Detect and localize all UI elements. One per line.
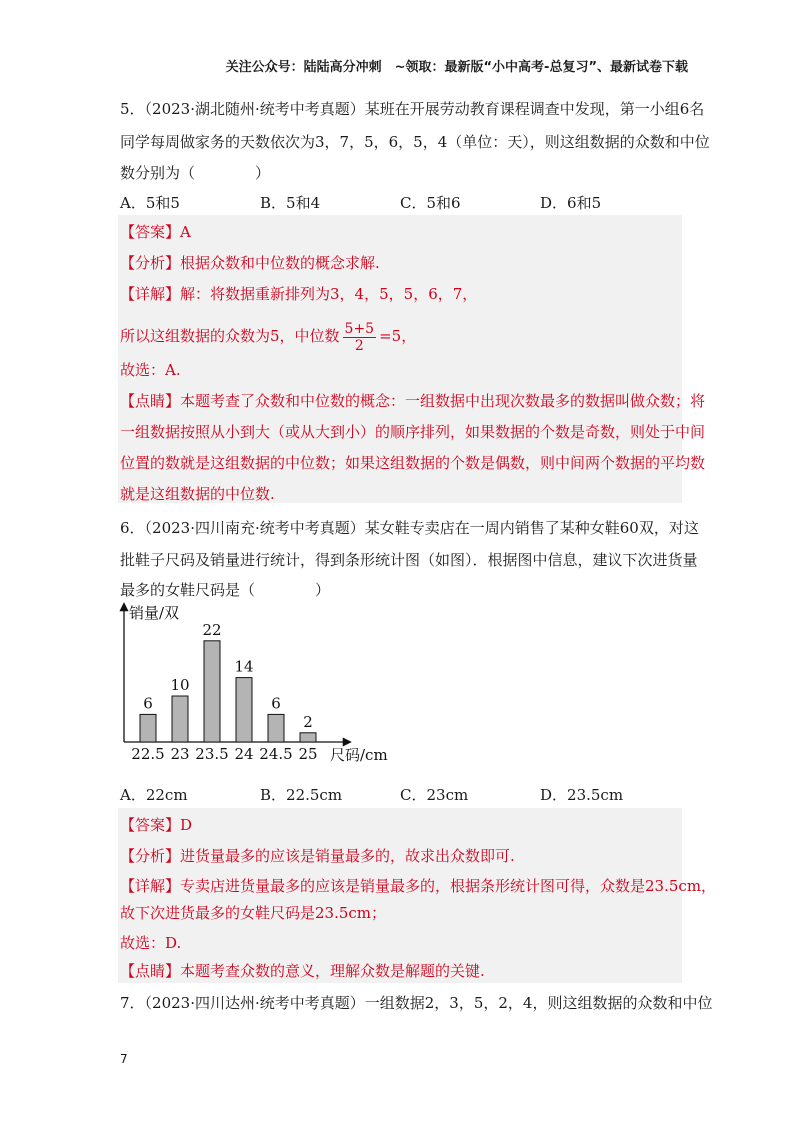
q5-detail-tag: 【详解】 <box>120 285 181 303</box>
q5-option-b: B．5和4 <box>260 194 321 212</box>
q6-choice: 故选：D. <box>120 934 182 952</box>
bar-value-label: 14 <box>234 657 254 676</box>
q5-answer <box>120 222 191 242</box>
q5-line-1: 5．（2023·湖北随州·统考中考真题）某班在开展劳动教育课程调查中发现，第一小组6名 <box>120 100 705 118</box>
q5-line-2: 同学每周做家务的天数依次为3，7，5，6，5，4（单位：天），则这组数据的众数和中位 <box>120 133 710 151</box>
x-tick-label: 23.5 <box>195 745 229 763</box>
q5-analysis-text: 根据众数和中位数的概念求解. <box>180 254 380 272</box>
q5-comment-line-2: 一组数据按照从小到大（或从大到小）的顺序排列，如果数据的个数是奇数，则处于中间 <box>120 423 706 441</box>
q6-detail-line-2: 故下次进货最多的女鞋尺码是23.5cm； <box>120 904 387 922</box>
bar-25 <box>300 733 316 742</box>
bar-23 <box>172 696 188 742</box>
q6-option-d: D．23.5cm <box>540 786 624 804</box>
q6-answer-value: D <box>180 816 193 834</box>
q5-options <box>120 193 680 213</box>
q5-comment-tag: 【点睛】 <box>120 392 181 410</box>
q5-solution-box <box>118 215 706 503</box>
q6-detail-tag: 【详解】 <box>120 877 181 895</box>
q5-comment-line-4: 就是这组数据的中位数. <box>120 485 275 503</box>
q6-answer-tag: 【答案】 <box>120 816 181 834</box>
x-tick-label: 24.5 <box>259 745 293 763</box>
q5-comment-line-3: 位置的数就是这组数据的中位数；如果这组数据的个数是偶数，则中间两个数据的平均数 <box>120 454 706 472</box>
q6-line-1: 6．（2023·四川南充·统考中考真题）某女鞋专卖店在一周内销售了某种女鞋60双，对这 <box>120 519 699 537</box>
bar-value-label: 10 <box>170 676 190 694</box>
q5-fraction-numerator: 5+5 <box>344 320 375 337</box>
shoe-size-bar-chart <box>112 598 402 770</box>
q5-detail <box>120 284 477 304</box>
q6-comment-tag: 【点睛】 <box>120 962 181 980</box>
q6-analysis-text: 进货量最多的应该是销量最多的，故求出众数即可. <box>180 847 515 865</box>
q5-detail-line-2 <box>120 318 416 354</box>
q5-option-c: C．5和6 <box>400 194 461 212</box>
y-axis-label: 销量/双 <box>129 604 180 622</box>
bar-24.5 <box>268 714 284 742</box>
q6-line-2: 批鞋子尺码及销量进行统计，得到条形统计图（如图）．根据图中信息，建议下次进货量 <box>120 551 698 569</box>
bar-value-label: 22 <box>202 620 222 639</box>
x-tick-label: 23 <box>170 745 190 763</box>
q7-line-1: 7．（2023·四川达州·统考中考真题）一组数据2，3，5，2，4，则这组数据的众数和中位 <box>120 994 713 1012</box>
q6-option-c: C．23cm <box>400 786 469 804</box>
q5-fraction-denominator: 2 <box>354 337 364 354</box>
bar-value-label: 2 <box>303 712 313 731</box>
q5-comment-line-1 <box>120 391 705 411</box>
q5-analysis <box>120 253 380 273</box>
q6-detail <box>120 876 716 896</box>
q6-options <box>120 785 680 805</box>
q6-solution-box <box>118 808 717 983</box>
bar-24 <box>236 678 252 742</box>
q6-detail-text: 专卖店进货量最多的应该是销量最多的，根据条形统计图可得，众数是23.5cm， <box>180 877 717 895</box>
q6-option-a: A．22cm <box>120 786 188 804</box>
bar-value-label: 6 <box>271 694 281 713</box>
bar-22.5 <box>140 714 156 742</box>
bar-value-label: 6 <box>143 694 153 713</box>
q6-comment-text: 本题考查众数的意义，理解众数是解题的关键. <box>180 962 485 980</box>
x-axis-label: 尺码/cm <box>330 746 388 764</box>
q5-median-fraction <box>343 321 377 354</box>
q5-detail-2-text: 所以这组数据的众数为5，中位数 <box>120 327 340 345</box>
x-tick-label: 24 <box>234 745 254 763</box>
q6-analysis <box>120 846 515 866</box>
x-tick-label: 22.5 <box>131 745 165 763</box>
q5-answer-tag: 【答案】 <box>120 223 181 241</box>
q5-choice: 故选：A. <box>120 361 181 379</box>
q5-comment-text-1: 本题考查了众数和中位数的概念：一组数据中出现次数最多的数据叫做众数；将 <box>180 392 706 410</box>
q5-fraction-result: =5， <box>379 327 417 345</box>
page-number: 7 <box>120 1052 128 1066</box>
q5-answer-value: A <box>180 223 191 241</box>
q5-line-3: 数分别为（ ） <box>120 164 271 182</box>
q5-option-a: A．5和5 <box>120 194 180 212</box>
page-header: 关注公众号：陆陆高分冲刺 ~领取：最新版“小中高考-总复习”、最新试卷下载 <box>225 60 688 75</box>
bar-23.5 <box>204 641 220 742</box>
q6-option-b: B．22.5cm <box>260 786 343 804</box>
q6-line-3: 最多的女鞋尺码是（ ） <box>120 581 331 599</box>
q6-analysis-tag: 【分析】 <box>120 847 181 865</box>
q6-comment <box>120 961 485 981</box>
q6-answer <box>120 815 192 835</box>
q5-detail-text: 解：将数据重新排列为3，4，5，5，6，7， <box>180 285 478 303</box>
q5-analysis-tag: 【分析】 <box>120 254 181 272</box>
x-tick-label: 25 <box>298 745 318 763</box>
q5-option-d: D．6和5 <box>540 194 602 212</box>
